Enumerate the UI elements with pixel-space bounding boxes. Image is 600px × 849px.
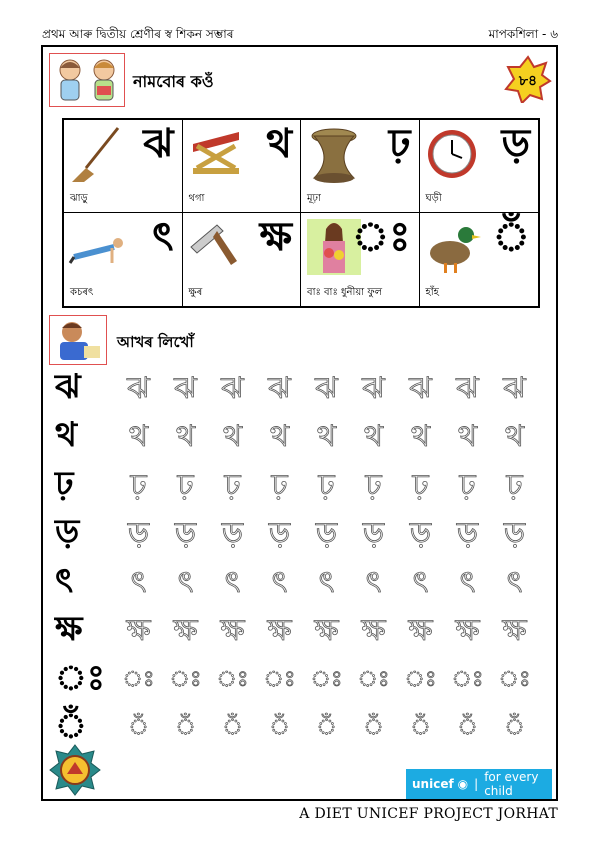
trace-letter[interactable]: ৎ <box>412 564 429 600</box>
trace-letter[interactable]: ঝ <box>221 370 244 406</box>
trace-letter[interactable]: ক্ষ <box>173 613 198 649</box>
trace-letter[interactable]: ঃ <box>169 666 202 692</box>
trace-letter[interactable]: ঃ <box>122 666 155 692</box>
practice-row <box>55 608 555 657</box>
trace-letter[interactable]: ৎ <box>271 564 288 600</box>
card-rha <box>301 120 420 213</box>
header-right: মাপকশিলা - ৬ <box>488 27 558 41</box>
card-word: ক্ষুৰ <box>188 287 203 298</box>
trace-letter[interactable]: ঁ <box>410 715 431 741</box>
clock-icon <box>424 124 482 184</box>
practice-row <box>55 365 555 414</box>
trace-letter[interactable]: ঃ <box>310 666 343 692</box>
trace-letter[interactable]: ঝ <box>268 370 291 406</box>
practice-letter: ঢ় <box>55 463 74 504</box>
card-khanda-ta <box>64 213 183 306</box>
trace-letter[interactable]: ঃ <box>357 666 390 692</box>
practice-rows <box>55 365 555 753</box>
trace-letter[interactable]: ঁ <box>175 715 196 741</box>
trace-letter[interactable]: থ <box>457 419 478 455</box>
trace-letter[interactable]: ঁ <box>128 715 149 741</box>
trace-letter[interactable]: থ <box>316 419 337 455</box>
trace-letter[interactable]: ড় <box>456 516 479 552</box>
practice-row <box>55 705 555 754</box>
card-letter: ঁ <box>492 214 530 260</box>
trace-letter[interactable]: থ <box>269 419 290 455</box>
trace-letter[interactable]: ৎ <box>177 564 194 600</box>
trace-group <box>115 606 538 657</box>
trace-group <box>115 662 538 699</box>
trace-letter[interactable]: ঢ় <box>365 467 382 503</box>
trace-letter[interactable]: ঃ <box>404 666 437 692</box>
globe-icon: ◉ <box>457 777 469 791</box>
card-chandrabindu <box>420 213 539 306</box>
card-ra <box>420 120 539 213</box>
trace-letter[interactable]: ৎ <box>224 564 241 600</box>
footer-project-credit: A DIET UNICEF PROJECT JORHAT <box>299 806 558 822</box>
card-word: থগা <box>188 193 205 204</box>
trace-letter[interactable]: ড় <box>409 516 432 552</box>
card-word: মূঢ়া <box>307 193 321 204</box>
trace-letter[interactable]: ঢ় <box>412 467 429 503</box>
stool-icon <box>305 124 363 184</box>
trace-letter[interactable]: ৎ <box>506 564 523 600</box>
trace-letter[interactable]: ক্ষ <box>502 613 527 649</box>
card-word: ঝাড়ু <box>70 193 88 204</box>
trace-letter[interactable]: ঁ <box>316 715 337 741</box>
trace-letter[interactable]: ড় <box>503 516 526 552</box>
card-word: হাঁহ <box>425 287 439 298</box>
trace-letter[interactable]: ঃ <box>498 666 531 692</box>
practice-letter: ঝ <box>55 366 81 407</box>
broom-icon <box>68 124 126 184</box>
practice-row <box>55 656 555 705</box>
trace-letter[interactable]: ঝ <box>456 370 479 406</box>
trace-letter[interactable]: ড় <box>315 516 338 552</box>
card-jha <box>64 120 183 213</box>
diet-emblem-icon <box>49 744 101 796</box>
page-number-text: ৮৪ <box>518 73 538 89</box>
trace-letter[interactable]: ঁ <box>504 715 525 741</box>
unicef-banner: unicef ◉ | for every child <box>406 769 552 799</box>
worksheet-frame <box>41 45 558 801</box>
trace-letter[interactable]: ক্ষ <box>455 613 480 649</box>
trace-letter[interactable]: ঢ় <box>506 467 523 503</box>
card-word: বাঃ বাঃ ধুনীয়া ফুল <box>307 287 383 298</box>
practice-row <box>55 414 555 463</box>
trace-letter[interactable]: ঝ <box>409 370 432 406</box>
trace-letter[interactable]: ঝ <box>503 370 526 406</box>
card-kkha <box>183 213 302 306</box>
unicef-tagline: for every child <box>484 770 539 798</box>
practice-row <box>55 511 555 560</box>
kids-reading-icon <box>49 53 125 107</box>
trace-letter[interactable]: থ <box>128 419 149 455</box>
trace-letter[interactable]: ঁ <box>222 715 243 741</box>
trace-group <box>115 461 538 512</box>
trace-letter[interactable]: থ <box>410 419 431 455</box>
practice-letter: ৎ <box>55 560 74 601</box>
trace-letter[interactable]: ক্ষ <box>408 613 433 649</box>
trace-letter[interactable]: ঢ় <box>459 467 476 503</box>
trace-letter[interactable]: ড় <box>268 516 291 552</box>
trace-letter[interactable]: ক্ষ <box>220 613 245 649</box>
practice-row <box>55 559 555 608</box>
section-title-say-names: নামবোৰ কওঁ <box>133 72 214 91</box>
trace-letter[interactable]: ঢ় <box>271 467 288 503</box>
trace-letter[interactable]: ঝ <box>127 370 150 406</box>
trace-group <box>115 364 538 415</box>
trace-letter[interactable]: ক্ষ <box>314 613 339 649</box>
trace-letter[interactable]: থ <box>363 419 384 455</box>
trace-letter[interactable]: ঢ় <box>318 467 335 503</box>
trace-letter[interactable]: ঁ <box>269 715 290 741</box>
trace-letter[interactable]: ৎ <box>130 564 147 600</box>
trace-letter[interactable]: ঃ <box>263 666 296 692</box>
practice-letter: ড় <box>55 512 80 553</box>
card-letter: ৎ <box>152 214 174 260</box>
trace-letter[interactable]: ড় <box>362 516 385 552</box>
exercise-icon <box>68 217 126 277</box>
card-visarga <box>301 213 420 306</box>
trace-letter[interactable]: ঝ <box>362 370 385 406</box>
trace-letter[interactable]: থ <box>222 419 243 455</box>
unicef-brand: unicef <box>412 777 454 791</box>
trace-letter[interactable]: ক্ষ <box>126 613 151 649</box>
practice-letter: ঁ <box>55 706 87 747</box>
trace-letter[interactable]: ৎ <box>459 564 476 600</box>
trace-letter[interactable]: ড় <box>221 516 244 552</box>
card-word: ঘড়ী <box>425 193 442 204</box>
trace-letter[interactable]: ঢ় <box>130 467 147 503</box>
trace-letter[interactable]: ঃ <box>451 666 484 692</box>
book-stand-icon <box>187 124 245 184</box>
trace-letter[interactable]: ঝ <box>315 370 338 406</box>
trace-letter[interactable]: ঝ <box>174 370 197 406</box>
practice-letter: থ <box>55 415 78 456</box>
card-letter: ড় <box>501 121 530 167</box>
trace-group <box>115 509 538 560</box>
trace-letter[interactable]: থ <box>504 419 525 455</box>
letter-picture-grid <box>62 118 540 308</box>
header-left: প্ৰথম আৰু দ্বিতীয় শ্ৰেণীৰ স্ব শিকন সম্ভাৰ <box>42 27 234 41</box>
trace-letter[interactable]: ৎ <box>318 564 335 600</box>
trace-letter[interactable]: থ <box>175 419 196 455</box>
razor-icon <box>187 217 245 277</box>
trace-letter[interactable]: ঢ় <box>224 467 241 503</box>
page-number-badge <box>504 55 552 103</box>
card-letter: ঢ় <box>388 121 411 167</box>
trace-group <box>115 558 538 609</box>
trace-letter[interactable]: ক্ষ <box>267 613 292 649</box>
trace-letter[interactable]: ড় <box>174 516 197 552</box>
card-word: কচৰৎ <box>70 287 94 298</box>
trace-letter[interactable]: ঢ় <box>177 467 194 503</box>
card-tha <box>183 120 302 213</box>
trace-group <box>115 710 538 747</box>
trace-letter[interactable]: ড় <box>127 516 150 552</box>
card-letter: ঝ <box>143 121 174 167</box>
duck-icon <box>424 217 482 277</box>
trace-letter[interactable]: ঁ <box>363 715 384 741</box>
trace-letter[interactable]: ঃ <box>216 666 249 692</box>
card-letter: ঃ <box>351 214 411 260</box>
trace-letter[interactable]: ঁ <box>457 715 478 741</box>
trace-group <box>115 412 538 463</box>
card-letter: ক্ষ <box>259 214 292 260</box>
practice-letter: ক্ষ <box>55 609 83 650</box>
card-letter: থ <box>266 121 292 167</box>
practice-row <box>55 462 555 511</box>
trace-letter[interactable]: ক্ষ <box>361 613 386 649</box>
child-writing-icon <box>49 315 107 365</box>
trace-letter[interactable]: ৎ <box>365 564 382 600</box>
practice-letter: ঃ <box>55 657 105 698</box>
section-title-write-letters: আখৰ লিখোঁ <box>117 333 194 351</box>
